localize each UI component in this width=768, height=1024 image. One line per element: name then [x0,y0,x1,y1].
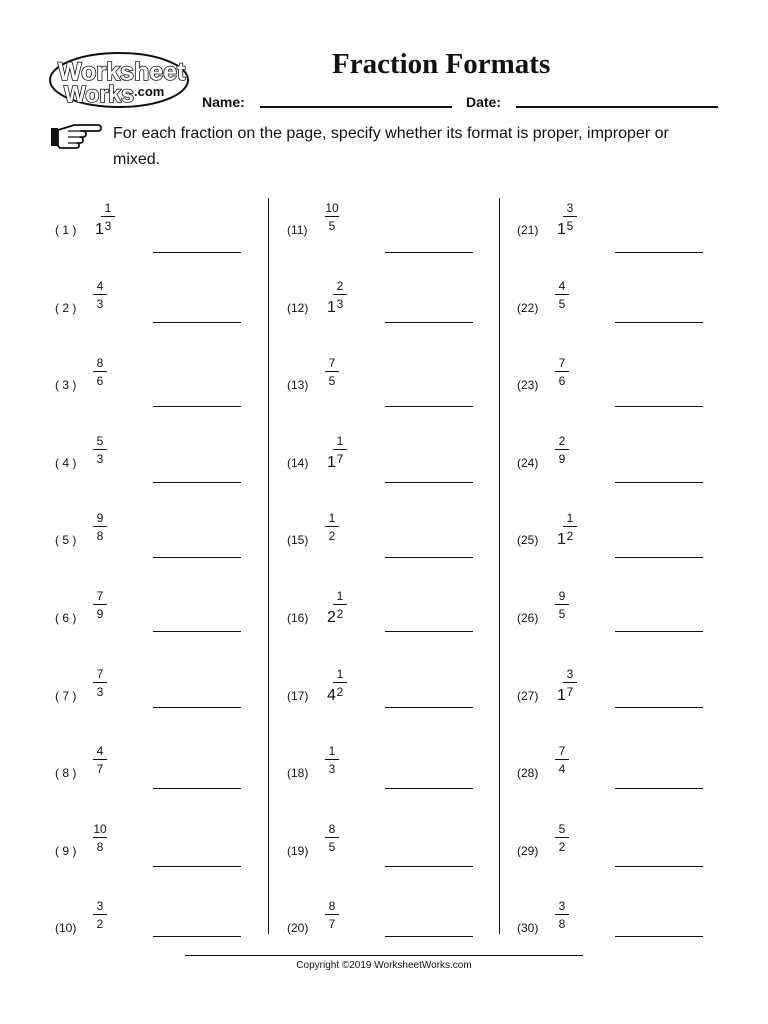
denominator: 6 [558,374,566,389]
fraction [322,201,342,233]
fraction [560,201,580,233]
denominator: 2 [566,529,574,544]
problem-number: (10) [55,921,77,936]
pointing-hand-icon [50,122,102,150]
date-label: Date: [466,94,502,110]
numerator: 10 [325,201,339,215]
denominator: 2 [558,839,566,854]
numerator: 7 [328,356,336,371]
numerator: 9 [96,511,104,526]
denominator: 3 [96,296,104,311]
problem-number: ( 6 ) [55,611,77,625]
problem-number: (18) [287,766,309,781]
fraction [330,667,350,699]
problem-number: (14) [287,455,309,470]
fraction [330,279,350,311]
denominator: 2 [336,684,344,699]
problem-item [55,667,265,727]
numerator: 7 [558,744,566,759]
denominator: 5 [566,219,574,233]
whole-number: 1 [327,298,336,316]
fraction [330,434,350,466]
denominator: 5 [558,607,566,621]
problem-item [287,589,497,649]
problem-number: ( 2 ) [55,300,77,315]
problem-number: (29) [517,843,539,858]
problem-number: (26) [517,611,539,625]
numerator: 3 [566,666,574,681]
answer-line[interactable] [153,557,241,558]
problem-item [287,279,497,339]
denominator: 9 [558,451,566,466]
fraction [552,899,572,931]
whole-number: 4 [327,686,336,704]
problem-item [517,279,727,339]
answer-line[interactable] [385,322,473,323]
problem-number: (23) [517,378,539,393]
fraction [552,589,572,621]
answer-line[interactable] [385,866,473,867]
problem-number: (22) [517,300,539,315]
logo-line1: Worksheet [58,58,186,86]
answer-line[interactable] [615,707,703,708]
fraction [322,822,342,854]
fraction [90,667,110,699]
denominator: 9 [96,607,104,621]
denominator: 8 [96,529,104,544]
problem-item [287,201,497,261]
denominator: 5 [328,219,336,233]
numerator: 4 [558,278,566,293]
problem-number: (25) [517,533,539,548]
denominator: 2 [96,917,104,932]
worksheetworks-logo [48,50,190,110]
numerator: 1 [336,666,344,681]
numerator: 1 [328,511,336,526]
problem-number: (21) [517,223,539,237]
denominator: 8 [96,839,104,854]
problem-item [55,744,265,804]
problem-number: ( 8 ) [55,766,77,781]
answer-line[interactable] [385,788,473,789]
fraction [90,744,110,776]
numerator: 5 [558,821,566,836]
denominator: 5 [558,296,566,311]
answer-line[interactable] [615,482,703,483]
problem-number: (27) [517,688,539,703]
problem-item [55,822,265,882]
numerator: 8 [96,356,104,371]
denominator: 7 [336,451,344,466]
problem-number: ( 1 ) [55,223,77,237]
problem-item [55,434,265,494]
numerator: 2 [558,433,566,448]
answer-line[interactable] [153,866,241,867]
denominator: 3 [96,684,104,699]
fraction [322,511,342,543]
numerator: 5 [96,433,104,448]
problem-item [287,899,497,959]
whole-number: 1 [557,221,566,238]
problem-number: (16) [287,611,309,625]
problem-item [287,356,497,416]
whole-number: 2 [327,609,336,626]
problem-item [55,356,265,416]
numerator: 7 [96,666,104,681]
denominator: 3 [328,762,336,777]
column-divider [268,198,269,934]
problem-item [55,899,265,959]
numerator: 2 [336,278,344,293]
fraction [90,589,110,621]
page-title: Fraction Formats [332,48,551,80]
denominator: 3 [104,219,112,233]
problem-item [287,744,497,804]
name-field[interactable] [260,106,452,108]
fraction [552,356,572,388]
answer-line[interactable] [385,482,473,483]
problem-number: (28) [517,766,539,781]
answer-line[interactable] [153,252,241,253]
problem-number: (24) [517,455,539,470]
problem-item [517,356,727,416]
whole-number: 1 [557,686,566,704]
whole-number: 1 [327,453,336,471]
problem-number: ( 7 ) [55,688,77,703]
problem-item [55,279,265,339]
numerator: 1 [336,589,344,603]
footer-divider [185,955,583,956]
problem-item [55,589,265,649]
problem-item [517,201,727,261]
date-field[interactable] [516,106,718,108]
fraction [552,434,572,466]
denominator: 5 [328,374,336,389]
numerator: 1 [566,511,574,526]
logo-line2: Works [64,81,134,107]
answer-line[interactable] [153,406,241,407]
answer-line[interactable] [385,936,473,937]
problem-item [287,822,497,882]
numerator: 1 [336,433,344,448]
answer-line[interactable] [153,936,241,937]
answer-line[interactable] [615,557,703,558]
denominator: 7 [328,917,336,932]
fraction [552,279,572,311]
copyright-text: Copyright ©2019 WorksheetWorks.com [296,960,472,971]
answer-line[interactable] [615,788,703,789]
answer-line[interactable] [385,707,473,708]
problem-item [517,589,727,649]
fraction [552,822,572,854]
fraction [322,744,342,776]
fraction [560,667,580,699]
answer-line[interactable] [615,406,703,407]
answer-line[interactable] [615,631,703,632]
problem-item [517,667,727,727]
fraction [552,744,572,776]
denominator: 4 [558,762,566,777]
numerator: 4 [96,744,104,759]
denominator: 3 [336,296,344,311]
denominator: 2 [336,607,344,621]
numerator: 9 [558,589,566,603]
numerator: 8 [328,821,336,836]
denominator: 6 [96,374,104,389]
answer-line[interactable] [615,252,703,253]
answer-line[interactable] [153,631,241,632]
denominator: 7 [566,684,574,699]
instructions-text: For each fraction on the page, specify whether its format is proper, improper or mixed. [113,125,669,168]
column-divider [499,198,500,934]
problem-item [287,511,497,571]
problem-item [287,667,497,727]
problem-item [55,511,265,571]
answer-line[interactable] [153,707,241,708]
problem-number: (20) [287,921,309,936]
problem-item [517,744,727,804]
fraction [90,356,110,388]
problem-number: (17) [287,688,309,703]
numerator: 1 [328,744,336,759]
problem-item [517,511,727,571]
problem-item [517,822,727,882]
problem-number: (12) [287,300,309,315]
answer-line[interactable] [153,788,241,789]
numerator: 3 [96,899,104,914]
problem-number: (19) [287,843,309,858]
numerator: 7 [558,356,566,371]
numerator: 3 [558,899,566,914]
problem-number: (15) [287,533,309,548]
fraction [98,201,118,233]
numerator: 3 [566,201,574,215]
answer-line[interactable] [385,252,473,253]
numerator: 8 [328,899,336,914]
fraction [322,899,342,931]
answer-line[interactable] [615,936,703,937]
whole-number: 1 [95,221,104,238]
denominator: 3 [96,451,104,466]
answer-line[interactable] [153,322,241,323]
fraction [90,822,110,854]
fraction [90,899,110,931]
fraction [90,279,110,311]
problem-number: (30) [517,921,539,936]
problem-number: ( 4 ) [55,455,77,470]
answer-line[interactable] [385,557,473,558]
fraction [322,356,342,388]
answer-line[interactable] [153,482,241,483]
denominator: 8 [558,917,566,932]
problem-number: ( 3 ) [55,378,77,393]
answer-line[interactable] [615,866,703,867]
denominator: 2 [328,529,336,544]
numerator: 4 [96,278,104,293]
problem-number: ( 5 ) [55,533,77,548]
problem-item [287,434,497,494]
fraction [330,589,350,621]
numerator: 7 [96,589,104,603]
problem-number: ( 9 ) [55,843,77,858]
answer-line[interactable] [615,322,703,323]
answer-line[interactable] [385,406,473,407]
denominator: 7 [96,762,104,777]
fraction [560,511,580,543]
whole-number: 1 [557,531,566,549]
problem-number: (11) [287,223,308,237]
logo-suffix: .com [134,84,165,99]
problem-item [517,434,727,494]
problem-number: (13) [287,378,309,393]
fraction [90,511,110,543]
name-label: Name: [202,94,245,110]
denominator: 5 [328,839,336,854]
answer-line[interactable] [385,631,473,632]
numerator: 1 [104,201,112,215]
problem-item [517,899,727,959]
problem-item [55,201,265,261]
numerator: 10 [93,821,107,836]
fraction [90,434,110,466]
